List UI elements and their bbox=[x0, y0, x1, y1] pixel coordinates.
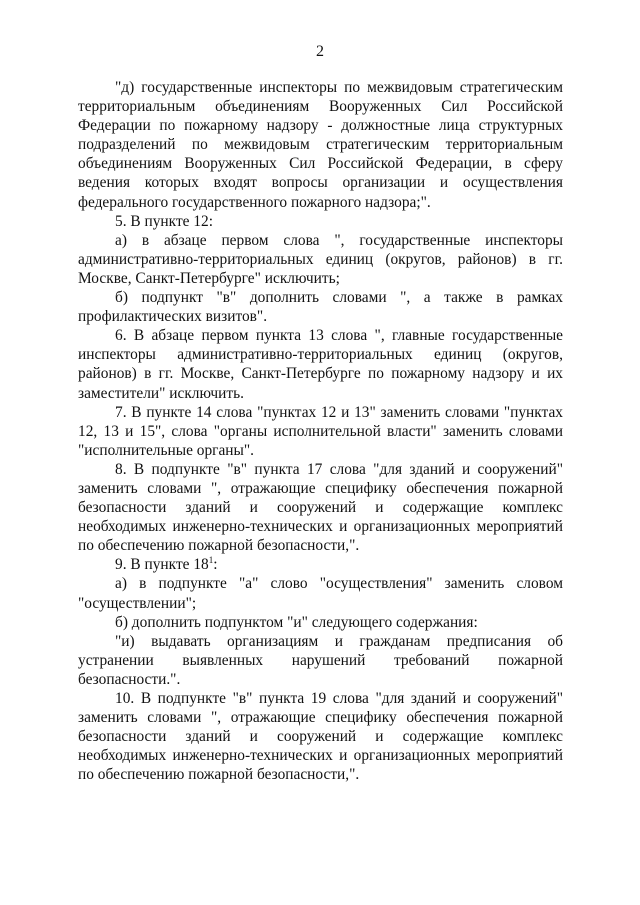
paragraph-item-7: 7. В пункте 14 слова "пунктах 12 и 13" заменить словами "пунктах 12, 13 и 15", слова "органы исполнительной власти" заменить словами "исполнительные органы". bbox=[78, 403, 563, 459]
item-9-colon: : bbox=[213, 556, 218, 574]
item-9-superscript: 1 bbox=[208, 555, 214, 566]
paragraph-item-9a: а) в подпункте "а" слово "осуществления" заменить словом "осуществлении"; bbox=[78, 575, 563, 612]
paragraph-item-9 bbox=[78, 555, 563, 574]
paragraph-item-5b: б) подпункт "в" дополнить словами ", а также в рамках профилактических визитов". bbox=[78, 289, 563, 326]
page-number: 2 bbox=[316, 43, 324, 60]
paragraph-item-8: 8. В подпункте "в" пункта 17 слова "для зданий и сооружений" заменить словами ", отражающие специфику обеспечения пожарной безопасности зданий и сооружений и содержащие комплекс необходимых инженерно-технических и организационных мероприятий по обеспечению пожарной безопасности,". bbox=[78, 460, 563, 555]
paragraph-item-5a: а) в абзаце первом слова ", государственные инспекторы административно-территориальных единиц (округов, районов) в гг. Москве, Санкт-Петербурге" исключить; bbox=[78, 231, 563, 287]
paragraph-item-9b: б) дополнить подпунктом "и" следующего содержания: bbox=[115, 613, 478, 631]
item-9-text: 9. В пункте 18 bbox=[115, 556, 209, 574]
paragraph-item-10: 10. В подпункте "в" пункта 19 слова "для зданий и сооружений" заменить словами ", отражающие специфику обеспечения пожарной безопасности зданий и сооружений и содержащие комплекс необходимых инженерно-технических и организационных мероприятий по обеспечению пожарной безопасности,". bbox=[78, 690, 563, 784]
paragraph-item-6: 6. В абзаце первом пункта 13 слова ", главные государственные инспекторы административно-территориальных единиц (округов, районов) в гг. Москве, Санкт-Петербурге по пожарному надзору и их заместители" исключить. bbox=[78, 327, 563, 402]
paragraph-d-inspectors: "д) государственные инспекторы по межвидовым стратегическим территориальным объединениям Вооруженных Сил Российской Федерации по пожарному надзору - должностные лица структурных подразделений по межвидовым стратегическим территориальным объединениям Вооруженных Сил Российской Федерации, в сферу ведения которых входят вопросы организации и осуществления федерального государственного пожарного надзора;". bbox=[78, 79, 563, 211]
paragraph-item-5: 5. В пункте 12: bbox=[115, 212, 214, 230]
document-body bbox=[78, 78, 563, 784]
paragraph-item-9-quote: "и) выдавать организациям и гражданам предписания об устранении выявленных нарушений требований пожарной безопасности.". bbox=[78, 632, 563, 688]
